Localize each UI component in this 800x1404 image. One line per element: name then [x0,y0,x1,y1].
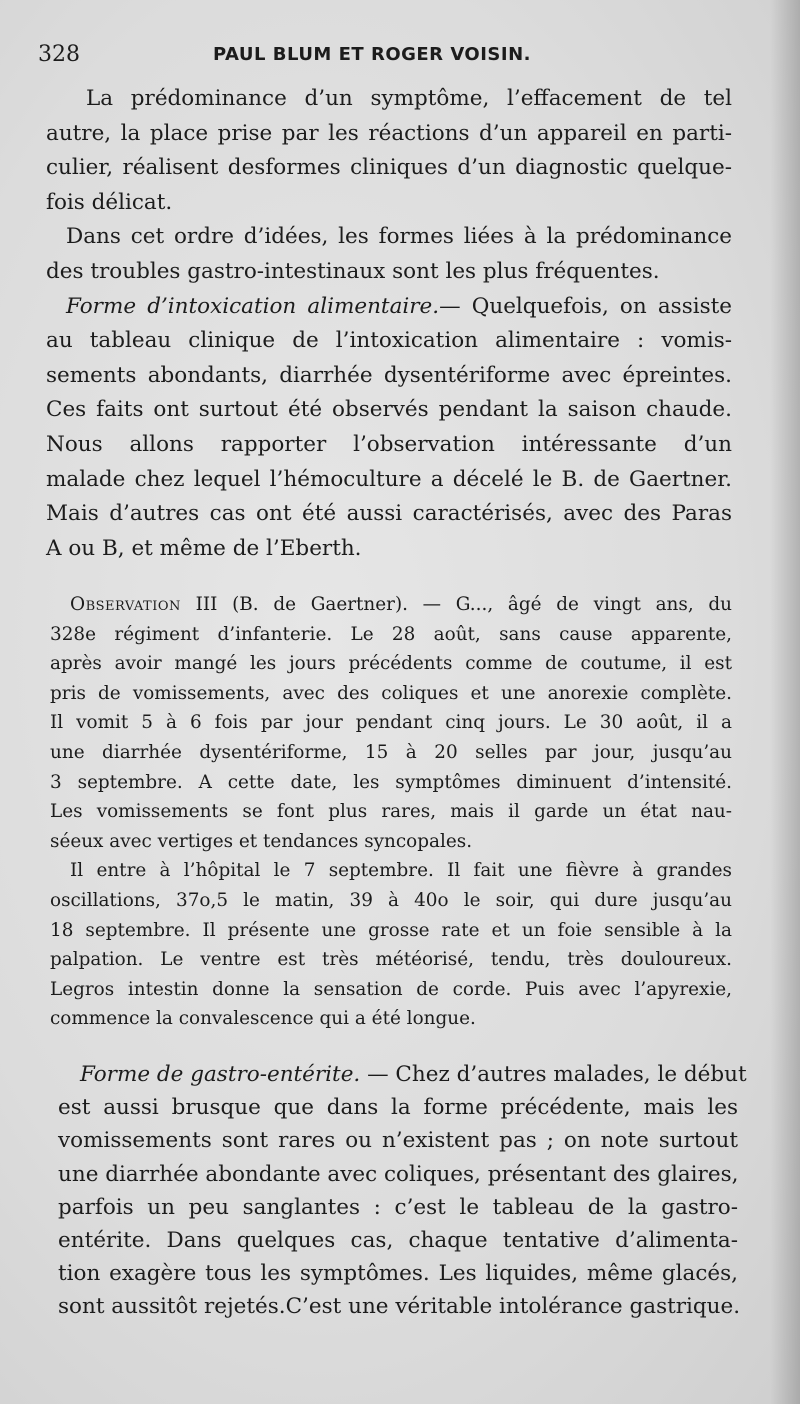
text-line: séeux avec vertiges et tendances syncopales. [50,830,473,852]
text-line: commence la convalescence qui a été longue. [50,1008,476,1030]
page-header [38,42,758,76]
text-line: entérite. Dans quelques cas, chaque tentative d’alimenta- [58,1228,738,1254]
text-line: 18 septembre. Il présente une grosse rate et un foie sensible à la [50,919,732,941]
section-heading-line [58,1058,747,1091]
text-line: Il entre à l’hôpital le 7 septembre. Il fait une fièvre à grandes [70,860,732,882]
text-line: Dans cet ordre d’idées, les formes liées à la prédominance [66,224,732,250]
page-edge-shadow [770,0,800,1404]
text-line: pris de vomissements, avec des coliques et une anorexie complète. [50,682,732,704]
page-number: 328 [38,42,80,67]
text-line: des troubles gastro-intestinaux sont les plus fréquentes. [46,258,660,284]
text-line: vomissements sont rares ou n’existent pas ; on note surtout [58,1128,738,1154]
observation-label: Observation [70,594,181,615]
running-head: PAUL BLUM ET ROGER VOISIN. [213,44,531,65]
text-line: oscillations, 37o,5 le matin, 39 à 40o le soir, qui dure jusqu’au [50,889,732,911]
text-fragment: — Quelquefois, on assiste [439,293,732,319]
text-line: palpation. Le ventre est très météorisé, tendu, très douloureux. [50,949,732,971]
text-line: malade chez lequel l’hémoculture a décelé le B. de Gaertner. [46,466,732,492]
text-fragment: — Chez d’autres malades, le début [360,1062,747,1087]
text-line: autre, la place prise par les réactions d’un appareil en parti- [46,120,732,146]
observation-block [50,590,732,1034]
text-line: une diarrhée abondante avec coliques, présentant des glaires, [58,1161,739,1187]
text-line: La prédominance d’un symptôme, l’effacement de tel [86,86,732,111]
body-text-gastro [58,1058,747,1324]
section-heading-gastro: Forme de gastro-entérite. [80,1062,361,1087]
text-line: fois délicat. [46,189,173,215]
text-line: 3 septembre. A cette date, les symptômes diminuent d’intensité. [50,771,732,793]
text-line: Nous allons rapporter l’observation intéressante d’un [46,431,732,457]
text-line: une diarrhée dysentériforme, 15 à 20 selles par jour, jusqu’au [50,741,732,763]
text-line: 328e régiment d’infanterie. Le 28 août, sans cause apparente, [50,623,732,645]
text-line: Legros intestin donne la sensation de corde. Puis avec l’apyrexie, [50,978,732,1000]
section-heading-intoxication: Forme d’intoxication alimentaire. [66,293,440,319]
text-fragment: III (B. de Gaertner). — G..., âgé de vingt ans, du [180,594,732,615]
text-line: au tableau clinique de l’intoxication alimentaire : vomis- [46,328,732,354]
section-heading-line [46,290,732,325]
body-text-main [46,82,732,566]
text-line: est aussi brusque que dans la forme précédente, mais les [58,1095,738,1121]
text-line: tion exagère tous les symptômes. Les liquides, même glacés, [58,1261,738,1287]
text-line: après avoir mangé les jours précédents comme de coutume, il est [50,653,732,675]
text-line: Mais d’autres cas ont été aussi caractérisés, avec des Paras [46,501,732,527]
text-line: sements abondants, diarrhée dysentériforme avec épreintes. [46,362,732,388]
text-line: Il vomit 5 à 6 fois par jour pendant cinq jours. Le 30 août, il a [50,712,732,734]
text-line: sont aussitôt rejetés.C’est une véritable intolérance gastrique. [58,1294,741,1320]
text-line: A ou B, et même de l’Eberth. [46,535,362,561]
text-line: Les vomissements se font plus rares, mais il garde un état nau- [50,801,732,823]
text-line: culier, réalisent desformes cliniques d’un diagnostic quelque- [46,155,732,181]
text-line: Ces faits ont surtout été observés pendant la saison chaude. [46,397,732,423]
text-line: parfois un peu sanglantes : c’est le tableau de la gastro- [58,1194,738,1220]
observation-heading-line [50,590,732,620]
